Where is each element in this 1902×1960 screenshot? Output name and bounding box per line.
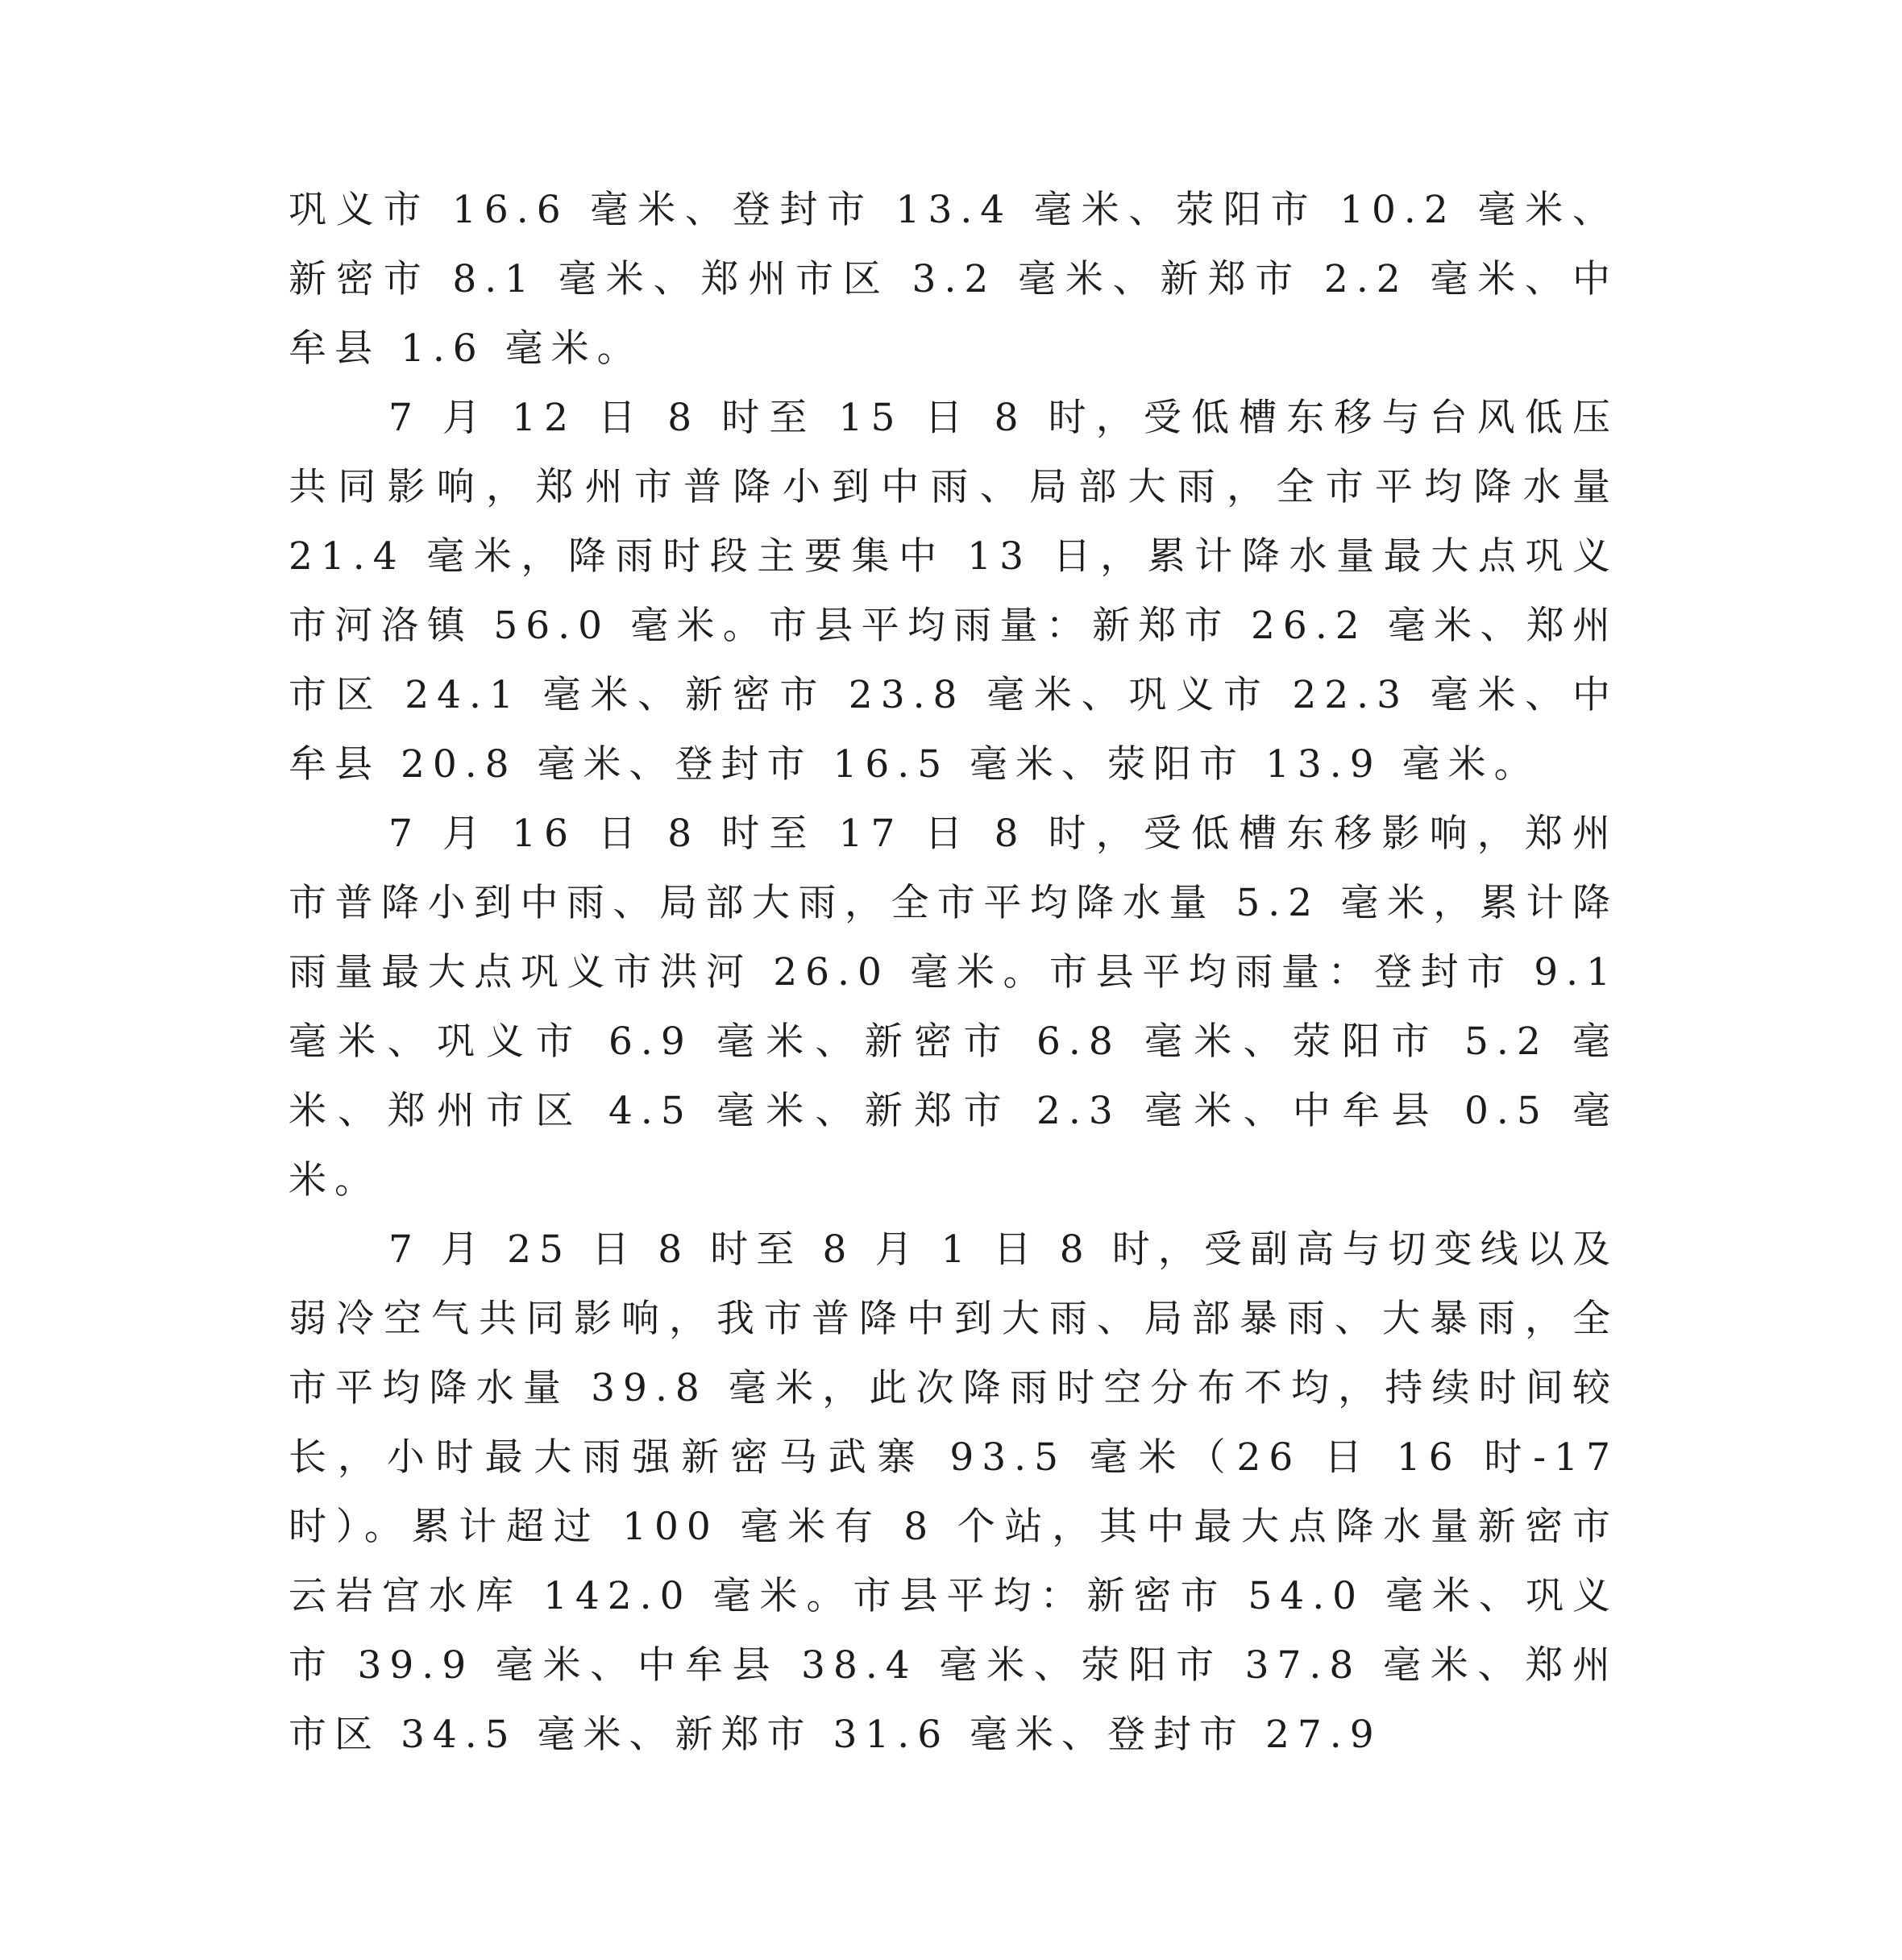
paragraph-continued: 巩义市 16.6 毫米、登封市 13.4 毫米、荥阳市 10.2 毫米、新密市 8.1 毫米、郑州市区 3.2 毫米、新郑市 2.2 毫米、中牟县 1.6 毫米。 bbox=[289, 188, 1618, 371]
paragraph-july-25: 7 月 25 日 8 时至 8 月 1 日 8 时，受副高与切变线以及弱冷空气共同影响，我市普降中到大雨、局部暴雨、大暴雨，全市平均降水量 39.8 毫米，此次降雨时空分布不均，持续时间较长，小时最大雨强新密马武寨 93.5 毫米（26 日 16 时-17 时）。累计超过 100 毫米有 8 个站，其中最大点降水量新密市云岩宫水库 142.0 毫米。市县平均：新密市 54.0 毫米、巩义市 39.9 毫米、中牟县 38.4 毫米、荥阳市 37.8 毫米、郑州市区 34.5 毫米、新郑市 31.6 毫米、登封市 27.9 bbox=[289, 1227, 1618, 1757]
paragraph-july-16: 7 月 16 日 8 时至 17 日 8 时，受低槽东移影响，郑州市普降小到中雨、局部大雨，全市平均降水量 5.2 毫米，累计降雨量最大点巩义市洪河 26.0 毫米。市县平均雨量：登封市 9.1 毫米、巩义市 6.9 毫米、新密市 6.8 毫米、荥阳市 5.2 毫米、郑州市区 4.5 毫米、新郑市 2.3 毫米、中牟县 0.5 毫米。 bbox=[289, 812, 1618, 1202]
body-text bbox=[289, 176, 1618, 1770]
paragraph-july-12: 7 月 12 日 8 时至 15 日 8 时，受低槽东移与台风低压共同影响，郑州市普降小到中雨、局部大雨，全市平均降水量 21.4 毫米，降雨时段主要集中 13 日，累计降水量最大点巩义市河洛镇 56.0 毫米。市县平均雨量：新郑市 26.2 毫米、郑州市区 24.1 毫米、新密市 23.8 毫米、巩义市 22.3 毫米、中牟县 20.8 毫米、登封市 16.5 毫米、荥阳市 13.9 毫米。 bbox=[289, 396, 1618, 787]
